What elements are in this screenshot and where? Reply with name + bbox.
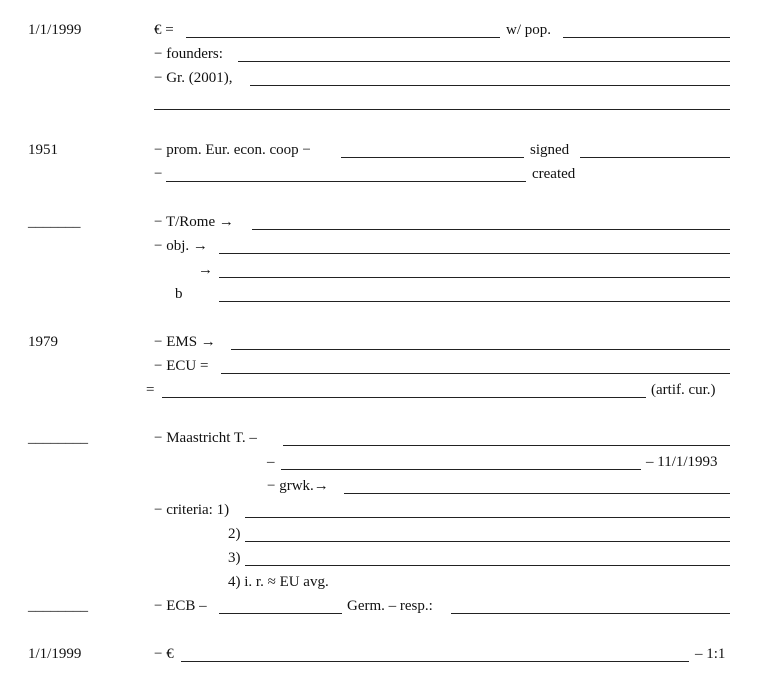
row-greece (0, 69, 760, 89)
year-blank-maastricht[interactable]: ________ (28, 430, 88, 446)
artif-label: (artif. cur.) (651, 382, 716, 398)
row-criteria-2 (0, 525, 760, 545)
objective-blank-1[interactable] (219, 253, 730, 254)
population-blank[interactable] (563, 37, 730, 38)
row-criteria-4 (0, 573, 760, 593)
criteria-label: − criteria: 1) (154, 502, 230, 518)
row-1979-ems (0, 333, 760, 353)
founders-label: − founders: (154, 46, 223, 62)
euro-definition-blank[interactable] (186, 37, 500, 38)
extra-blank-1999[interactable] (154, 109, 730, 110)
row-ecu (0, 357, 760, 377)
prom-label: − prom. Eur. econ. coop − (154, 142, 311, 158)
row-grwk (0, 477, 760, 497)
rome-label: − T/Rome → (154, 214, 234, 230)
euro-final-blank[interactable] (181, 661, 689, 662)
year-1999-final: 1/1/1999 (28, 646, 82, 662)
greece-label: − Gr. (2001), (154, 70, 233, 86)
signed-blank[interactable] (580, 157, 730, 158)
grwk-blank[interactable] (344, 493, 730, 494)
euro-final-label: − € (154, 646, 174, 662)
created-blank[interactable] (166, 181, 526, 182)
row-maastricht (0, 429, 760, 449)
criteria-blank-3[interactable] (245, 565, 730, 566)
row-objective (0, 237, 760, 257)
objective-blank-2[interactable] (219, 277, 730, 278)
ecu-blank[interactable] (221, 373, 730, 374)
year-1999: 1/1/1999 (28, 22, 82, 38)
created-label: created (532, 166, 576, 182)
treaty-blank[interactable] (341, 157, 524, 158)
row-founders (0, 45, 760, 65)
euro-equals-label: € = (154, 22, 174, 38)
population-label: w/ pop. (506, 22, 551, 38)
row-objective-b (0, 285, 760, 305)
row-1999-final (0, 645, 760, 665)
year-1951: 1951 (28, 142, 58, 158)
ecu-label: − ECU = (154, 358, 209, 374)
ecb-blank[interactable] (219, 613, 342, 614)
objective-label: − obj. → (154, 238, 208, 254)
row-extra-1999 (0, 93, 760, 113)
maastricht-blank[interactable] (283, 445, 730, 446)
ecb-label: − ECB – (154, 598, 207, 614)
maastricht-date: – 11/1/1993 (646, 454, 718, 470)
row-1951-created (0, 165, 760, 185)
criteria-blank-1[interactable] (245, 517, 730, 518)
equals-label: = (146, 382, 155, 398)
criteria-4-label: 4) i. r. ≈ EU avg. (228, 574, 329, 590)
germany-blank[interactable] (451, 613, 730, 614)
row-artif (0, 381, 760, 401)
row-1951-prom (0, 141, 760, 161)
row-rome (0, 213, 760, 233)
criteria-3-label: 3) (228, 550, 241, 566)
dash-label: − (154, 166, 163, 182)
germany-label: Germ. – resp.: (347, 598, 433, 614)
b-label: b (175, 286, 183, 302)
grwk-label: − grwk.→ (267, 478, 329, 494)
greece-blank[interactable] (250, 85, 730, 86)
ratio-label: – 1:1 (695, 646, 726, 662)
row-1999-euro (0, 21, 760, 41)
row-maastricht-2 (0, 453, 760, 473)
row-objective-2 (0, 261, 760, 281)
row-ecb (0, 597, 760, 617)
ems-label: − EMS → (154, 334, 216, 350)
ems-blank[interactable] (231, 349, 730, 350)
row-criteria-1 (0, 501, 760, 521)
criteria-blank-2[interactable] (245, 541, 730, 542)
maastricht-label: − Maastricht T. – (154, 430, 257, 446)
signed-label: signed (530, 142, 570, 158)
objective-blank-b[interactable] (219, 301, 730, 302)
artif-blank[interactable] (162, 397, 646, 398)
arrow-label: → (198, 262, 213, 278)
row-criteria-3 (0, 549, 760, 569)
year-blank-rome[interactable]: _______ (28, 214, 81, 230)
criteria-2-label: 2) (228, 526, 241, 542)
maastricht-dash: – (267, 454, 275, 470)
year-1979: 1979 (28, 334, 58, 350)
maastricht-blank-2[interactable] (281, 469, 641, 470)
year-blank-ecb[interactable]: ________ (28, 598, 88, 614)
rome-blank[interactable] (252, 229, 730, 230)
founders-blank[interactable] (238, 61, 730, 62)
